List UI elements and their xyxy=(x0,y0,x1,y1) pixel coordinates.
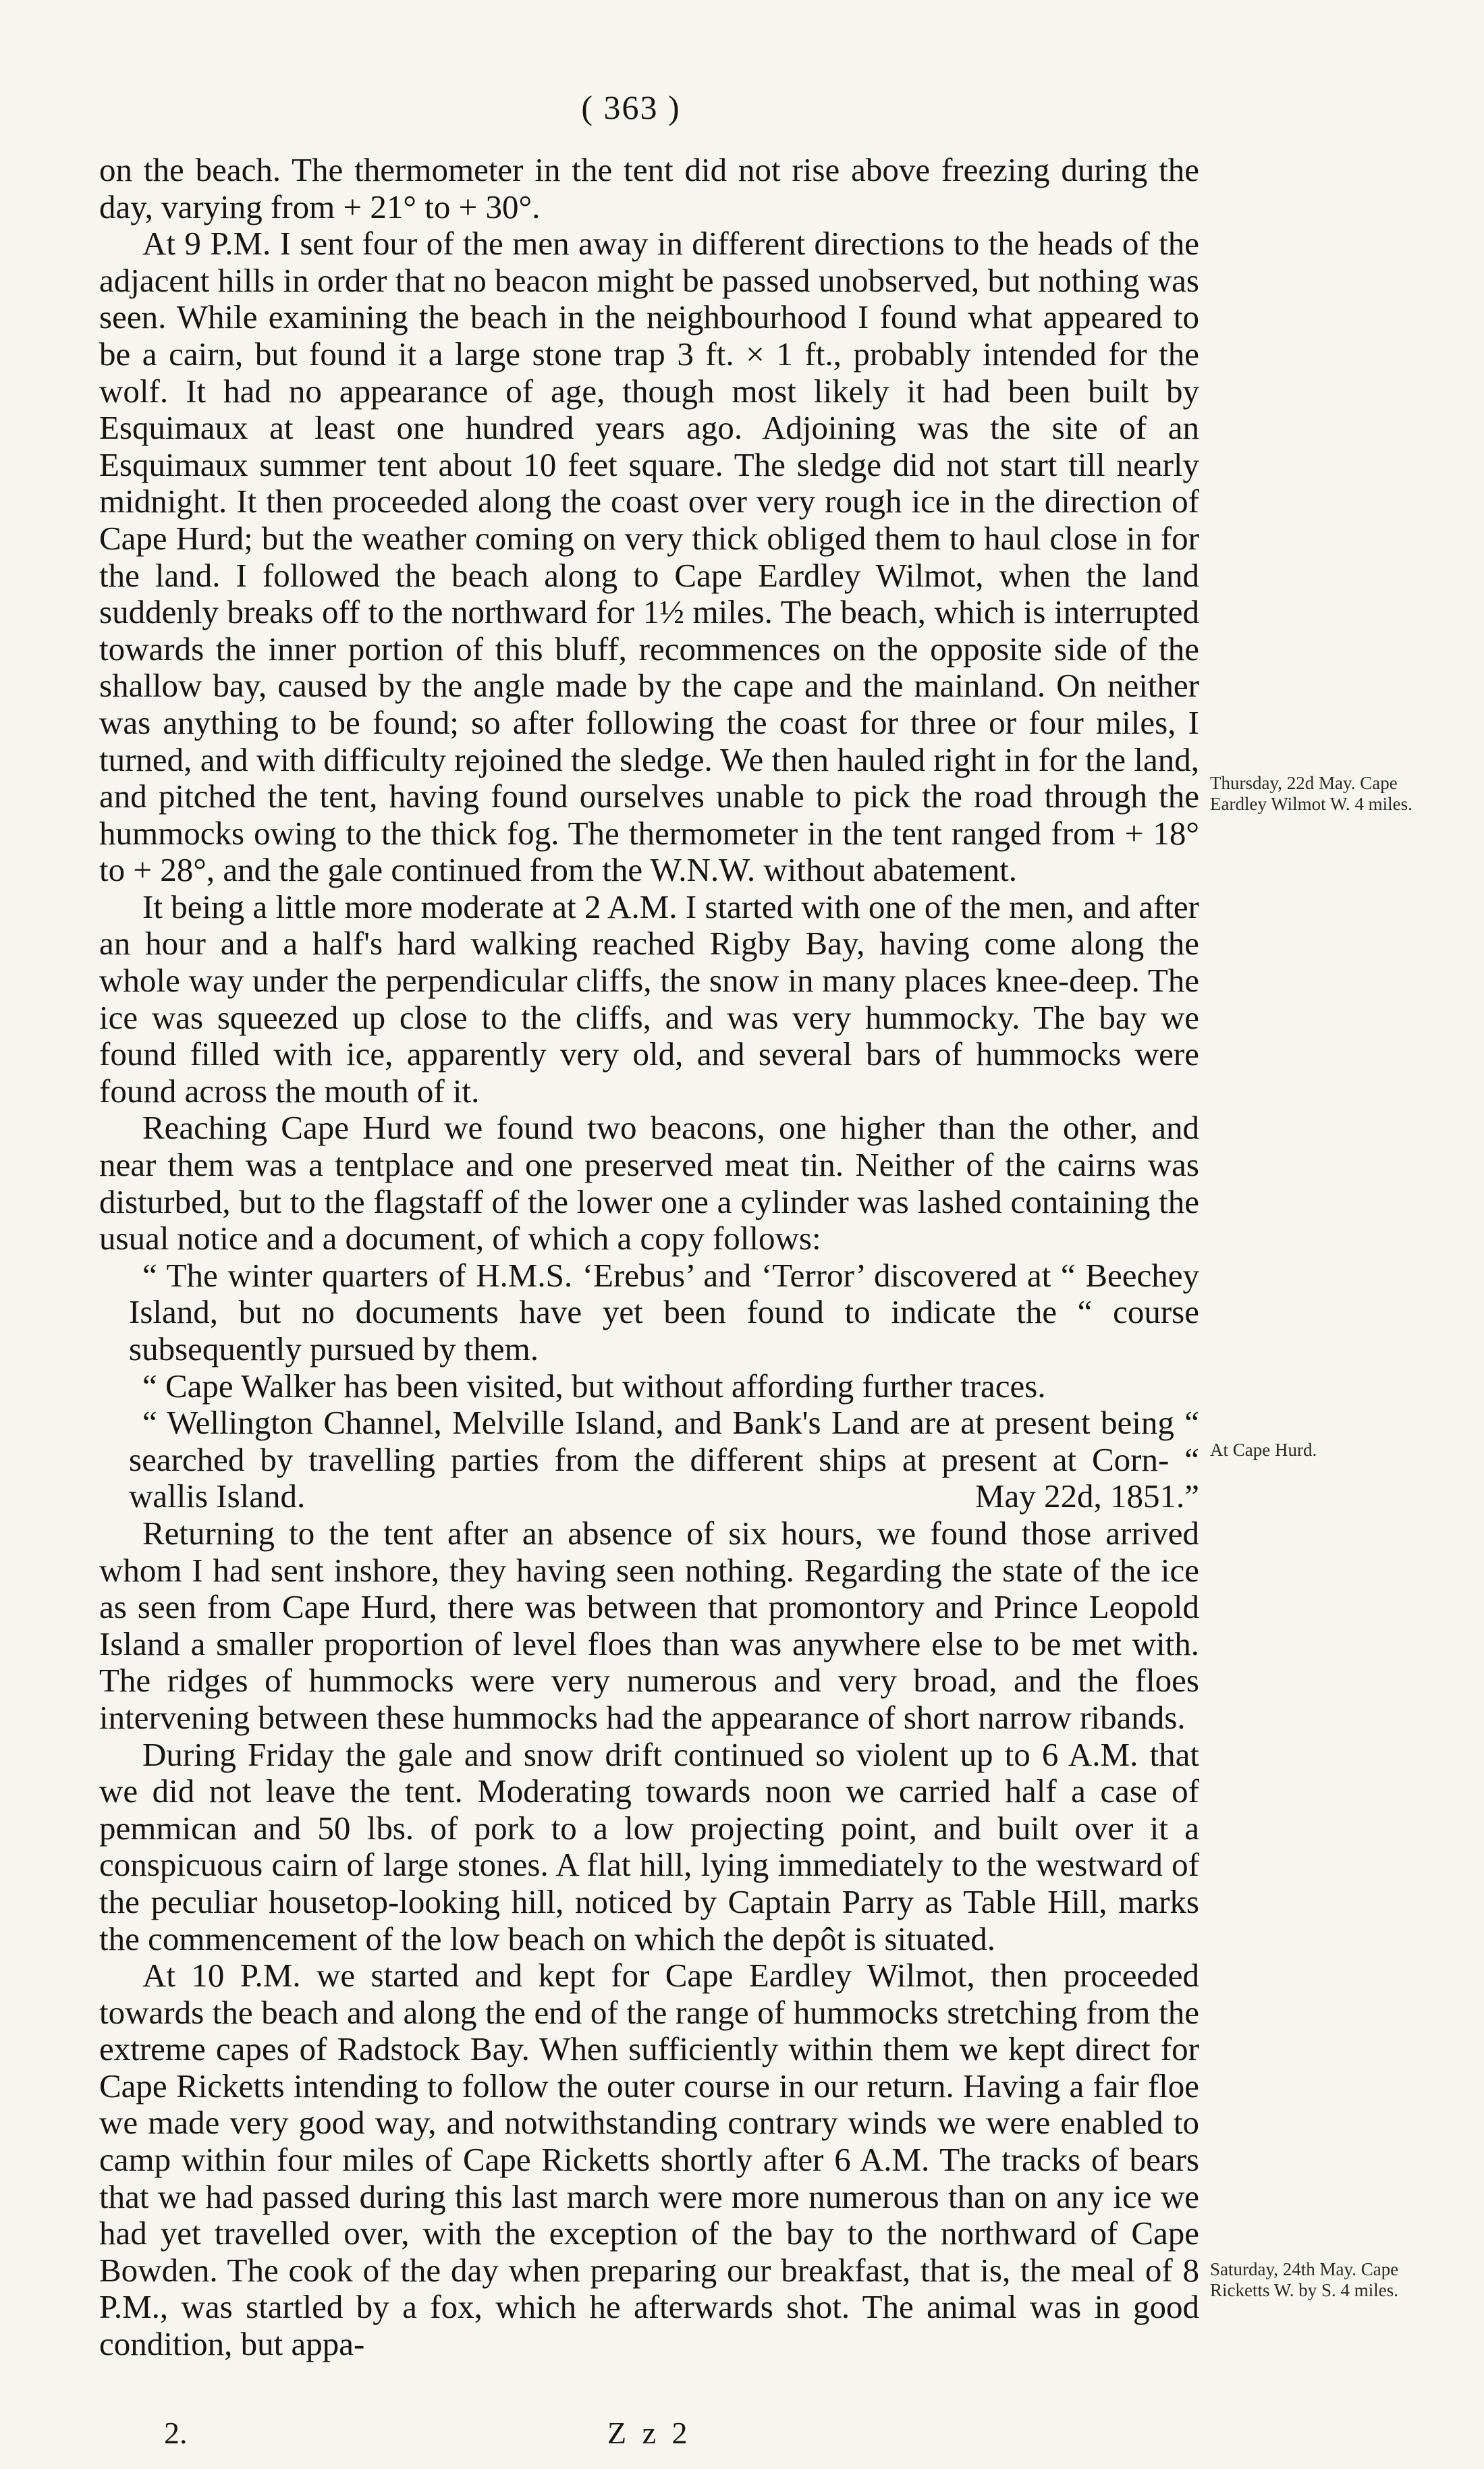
paragraph: At 9 P.M. I sent four of the men away in different directions to the heads of the adjacent hills in order that no beacon might be passed unobserved, but nothing was seen. While examining the beach in the neighbourhood I found what appeared to be a cairn, but found it a large stone trap 3 ft. × 1 ft., probably intended for the wolf. It had no appearance of age, though most likely it had been built by Esquimaux at least one hundred years ago. Adjoining was the site of an Esquimaux summer tent about 10 feet square. The sledge did not start till nearly midnight. It then proceeded along the coast over very rough ice in the direction of Cape Hurd; but the weather coming on very thick obliged them to haul close in for the land. I followed the beach along to Cape Eardley Wilmot, when the land suddenly breaks off to the northward for 1½ miles. The beach, which is interrupted towards the inner portion of this bluff, recommences on the opposite side of the shallow bay, caused by the angle made by the cape and the mainland. On neither was anything to be found; so after following the coast for three or four miles, I turned, and with difficulty rejoined the sledge. We then hauled right in for the land, and pitched the tent, having found ourselves unable to pick the road through the hummocks owing to the thick fog. The thermometer in the tent ranged from + 18° to + 28°, and the gale continued from the W.N.W. without abatement. xyxy=(99,225,1199,889)
paragraph: It being a little more moderate at 2 A.M. I started with one of the men, and after an hour and a half's hard walking reached Rigby Bay, having come along the whole way under the perpendicular cliffs, the snow in many places knee-deep. The ice was squeezed up close to the cliffs, and was very hummocky. The bay we found filled with ice, apparently very old, and several bars of hummocks were found across the mouth of it. xyxy=(99,888,1199,1110)
quote-date: May 22d, 1851.” xyxy=(974,1477,1199,1515)
margin-note: Saturday, 24th May. Cape Ricketts W. by S. 4 miles. xyxy=(1210,2259,1399,2300)
page-body xyxy=(99,152,1199,2363)
paragraph: on the beach. The thermometer in the tent did not rise above freezing during the day, varying from + 21° to + 30°. xyxy=(99,151,1199,225)
paragraph: Returning to the tent after an absence of six hours, we found those arrived whom I had sent inshore, they having seen nothing. Regarding the state of the ice as seen from Cape Hurd, there was between that promontory and Prince Leopold Island a smaller proportion of level floes than was anywhere else to be met with. The ridges of hummocks were very numerous and very broad, and the floes intervening between these hummocks had the appearance of short narrow ribands. xyxy=(99,1514,1199,1736)
quoted-document: “ Cape Walker has been visited, but without affording further traces. xyxy=(142,1367,1046,1405)
paragraph: At 10 P.M. we started and kept for Cape Eardley Wilmot, then proceeded towards the beach and along the end of the range of hummocks stretching from the extreme capes of Radstock Bay. When sufficiently within them we kept direct for Cape Ricketts intending to follow the outer course in our return. Having a fair floe we made very good way, and notwithstanding contrary winds we were enabled to camp within four miles of Cape Ricketts shortly after 6 A.M. The tracks of bears that we had passed during this last march were more numerous than on any ice we had yet travelled over, with the exception of the bay to the northward of Cape Bowden. The cook of the day when preparing our breakfast, that is, the meal of 8 P.M., was startled by a fox, which he afterwards shot. The animal was in good condition, but appa- xyxy=(99,1957,1199,2363)
quoted-document xyxy=(99,1405,1199,1515)
signature-mark: Z z 2 xyxy=(607,2416,692,2450)
margin-note: Thursday, 22d May. Cape Eardley Wilmot W. 4 miles. xyxy=(1210,773,1412,814)
signature-number: 2. xyxy=(164,2416,188,2450)
page-number: ( 363 ) xyxy=(581,88,681,126)
quoted-text: “ Wellington Channel, Melville Island, and Bank's Land are at present being “ searched by travelling parties from the different ships at present at Corn- “ wallis Island. xyxy=(129,1404,1199,1515)
margin-note: At Cape Hurd. xyxy=(1210,1440,1317,1460)
paragraph: Reaching Cape Hurd we found two beacons, one higher than the other, and near them was a tentplace and one preserved meat tin. Neither of the cairns was disturbed, but to the flagstaff of the lower one a cylinder was lashed containing the usual notice and a document, of which a copy follows: xyxy=(99,1109,1199,1257)
paragraph: During Friday the gale and snow drift continued so violent up to 6 A.M. that we did not leave the tent. Moderating towards noon we carried half a case of pemmican and 50 lbs. of pork to a low projecting point, and built over it a conspicuous cairn of large stones. A flat hill, lying immediately to the westward of the peculiar housetop-looking hill, noticed by Captain Parry as Table Hill, marks the commencement of the low beach on which the depôt is situated. xyxy=(99,1735,1199,1957)
quoted-document: “ The winter quarters of H.M.S. ‘Erebus’ and ‘Terror’ discovered at “ Beechey Island, but no documents have yet been found to indicate the “ course subsequently pursued by them. xyxy=(129,1256,1199,1367)
